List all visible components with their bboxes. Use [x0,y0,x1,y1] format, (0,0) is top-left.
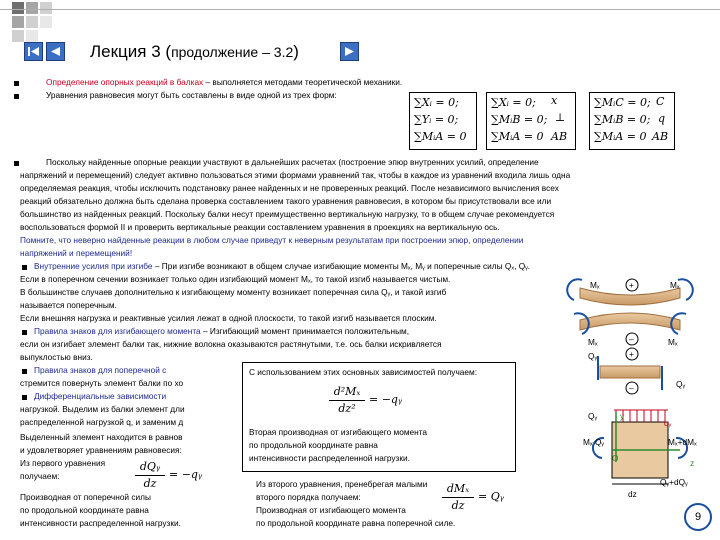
diff-line-6: Из первого уравнения [20,458,106,468]
internal-forces-line-3: В большинстве случаев дополнительно к изгибающему моменту возникает поперечная сила Qᵧ, и такой изгиб [20,287,447,297]
internal-forces-line-1: Внутренние усилия при изгибе – При изгибе возникают в общем случае изгибающие моменты Mₓ, Mᵧ и поперечные силы Qₓ, Qᵧ. [34,261,531,271]
diff-line-7: получаем: [20,471,60,481]
para-line-5: большинство из найденных реакций. Поскольку балки несут преимущественно вертикальную нагрузку, то в общем случае рекомендуется [20,209,555,219]
shear-rule-line-2: стремится повернуть элемент балки по хо [20,378,184,388]
skip-back-icon [25,43,42,60]
para-line-6: воспользоваться формой II и проверить вертикальные реакции составлением уравнения в проекциях на вертикальную ось. [20,222,500,232]
header-rule [0,9,720,10]
deco-square [26,16,38,28]
bullet [22,330,27,335]
label-mx-right: Mₓ [668,337,678,347]
para-line-4: реакций обязательно должна быть сделана проверка составлением такого уравнения равновесия, в котором бы присутствовали все или [20,196,552,206]
label-mx-dmx: Mₓ+dMₓ [668,437,697,447]
popup-caption: Вторая производная от изгибающего момента [249,427,428,437]
diff-line-3: распределенной нагрузкой q, и заменим д [20,417,184,427]
beam-diagrams [560,270,720,500]
popup-callout [242,362,516,472]
label-origin: O [612,453,619,463]
label-qy-dqy: Qᵧ+dQᵧ [660,477,688,487]
diff-line-1: Дифференциальные зависимости [34,391,167,401]
label-plus: + [629,280,634,290]
bullet [22,369,27,374]
deco-square [40,2,52,14]
label-load-qy: qᵧ [664,418,672,428]
popup-caption: интенсивности распределенной нагрузки. [249,453,410,463]
intro-line-2: Уравнения равновесия могут быть составлены в виде одной из трех форм: [46,90,337,100]
para-line-1: Поскольку найденные опорные реакции участвуют в дальнейших расчетах (построение эпюр внутренних усилий, определение [46,157,539,167]
deco-square [26,30,38,42]
caption-dq: Производная от поперечной силы [20,492,151,502]
second-intro: Из второго уравнения, пренебрегая малыми [256,479,428,489]
label-qy: Qᵧ [676,379,686,389]
deco-square [12,2,24,14]
label-z: z [690,458,695,468]
shear-segment [600,366,660,378]
warning-line-2: напряжений и перемещений! [20,248,133,258]
internal-forces-line-2: Если в поперечном сечении возникает только один изгибающий момент Mₓ, то такой изгиб называется чистым. [20,274,451,284]
label-mx-left: Mₓ [590,280,600,290]
diff-line-5: и удовлетворяет уравнениям равновесия: [20,445,182,455]
second-intro: второго порядка получаем: [256,492,361,502]
intro-line-1: Определение опорных реакций в балках – выполняется методами теоретической механики. [46,77,403,87]
nav-next-button[interactable] [340,42,359,61]
equation-dm-dz: dMₓ dz = Qᵧ [442,482,532,516]
equilibrium-form-3: ∑MᵢC = 0; ∑MᵢB = 0; ∑MᵢA = 0 C q AB [589,92,675,150]
page-title: Лекция 3 (продолжение – 3.2) [90,42,299,61]
deco-square [26,2,38,14]
internal-forces-line-4: называется поперечным. [20,300,117,310]
moment-rule-line-3: выпуклостью вниз. [20,352,93,362]
nav-prev-button[interactable] [46,42,65,61]
moment-rule-line-2: если он изгибает элемент балки так, нижние волокна оказываются растянутыми, т.е. ось балки искривляется [20,339,442,349]
label-y: y [620,411,625,421]
nav-first-button[interactable] [24,42,43,61]
para-line-2: напряжений и перемещений) следует активно пользоваться этими формами уравнений так, чтобы в каждое из уравнений входила лишь одна [20,170,571,180]
bullet [22,395,27,400]
deco-square [12,16,24,28]
para-line-3: определяемая реакция, чтобы исключить подстановку ранее найденных и не проверенных реакций. После независимого вычисления всех [20,183,559,193]
equation-dq-dz: dQᵧ dz = −qᵧ [135,460,225,494]
label-qy: Qᵧ [588,351,598,361]
shear-rule-line-1: Правила знаков для поперечной с [34,365,167,375]
bullet [14,161,19,166]
warning-line-1: Помните, что неверно найденные реакции в любом случае приведут к неверным результатам при построении эпюр, определении [20,235,524,245]
second-caption: Производная от изгибающего момента [256,505,406,515]
second-caption: по продольной координате равна поперечной силе. [256,518,456,528]
arrow-right-icon [341,43,358,60]
arrow-left-icon [47,43,64,60]
label-mx-qy: Mₓ Qᵧ [583,437,605,447]
internal-forces-line-5: Если внешняя нагрузка и реактивные усилия лежат в одной плоскости, то такой изгиб называется плоским. [20,313,437,323]
equilibrium-form-1: ∑Xᵢ = 0; ∑Yᵢ = 0; ∑MᵢA = 0 [409,92,477,150]
equation-d2m-dz2: d²Mₓ dz² = −qᵧ [329,385,439,419]
label-qy: Qᵧ [588,411,598,421]
page-number-badge: 9 [684,503,712,531]
bullet [14,94,19,99]
diff-line-4: Выделенный элемент находится в равнов [20,432,183,442]
equilibrium-form-2: ∑Xᵢ = 0; ∑MᵢB = 0; ∑MᵢA = 0 x ⊥ AB [486,92,576,150]
popup-caption: по продольной координате равна [249,440,378,450]
label-mx-left: Mₓ [588,337,598,347]
deco-square [40,16,52,28]
beam-negative-moment [580,313,680,330]
deco-square [12,30,24,42]
diff-line-2: нагрузкой. Выделим из балки элемент дли [20,404,185,414]
caption-dq: по продольной координате равна [20,505,149,515]
bullet [14,81,19,86]
caption-dq: интенсивности распределенной нагрузки. [20,518,181,528]
label-minus: – [629,383,634,393]
moment-rule-line-1: Правила знаков для изгибающего момента – Изгибающий момент принимается положительным, [34,326,410,336]
label-plus: + [629,349,634,359]
popup-title: С использованием этих основных зависимостей получаем: [249,367,478,377]
label-mx-right: Mₓ [670,280,680,290]
label-minus: – [629,334,634,344]
label-dz: dz [628,489,637,499]
bullet [22,265,27,270]
